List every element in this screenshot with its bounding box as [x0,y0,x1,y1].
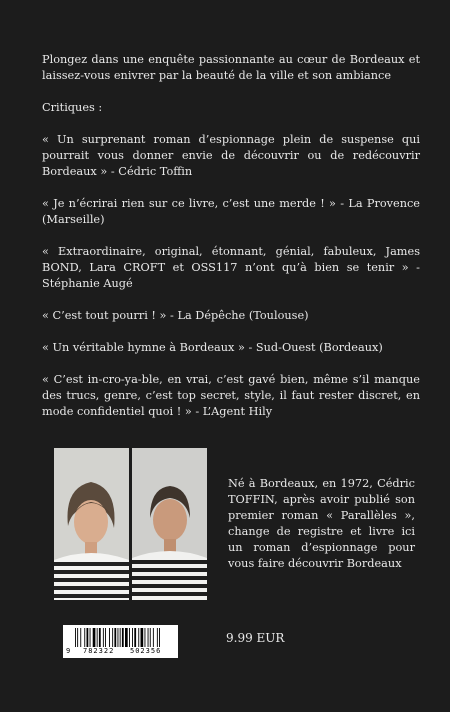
review-quote: « Un surprenant roman d’espionnage plein de suspense qui pourrait vous donner envie de découvrir ou de redécouvrir Bordeaux » - Cédric Toffin [42,133,420,178]
critiques-heading: Critiques : [42,101,103,114]
review-quote: « Extraordinaire, original, étonnant, génial, fabuleux, James BOND, Lara CROFT et OSS117 n’ont qu’à bien se tenir » - Stéphanie Augé [42,245,420,290]
review-quote: « Je n’écrirai rien sur ce livre, c’est une merde ! » - La Provence (Marseille) [42,197,420,226]
barcode-group-left: 782322 [83,647,115,655]
back-cover-text [42,52,420,436]
author-photo-right [132,448,207,600]
barcode-digit-first: 9 [66,647,72,655]
review-quote: « C’est tout pourri ! » - La Dépêche (Toulouse) [42,309,309,322]
author-bio: Né à Bordeaux, en 1972, Cédric TOFFIN, après avoir publié son premier roman « Parallèles », change de registre et livre ici un roman d’espionnage pour vous faire découvrir Bordeaux [228,477,415,570]
intro-paragraph: Plongez dans une enquête passionnante au cœur de Bordeaux et laissez-vous enivrer par la beauté de la ville et son ambiance [42,53,420,82]
price: 9.99 EUR [226,631,285,645]
barcode-group-right: 502356 [130,647,162,655]
isbn-barcode [63,625,178,658]
review-quote: « C’est in-cro-ya-ble, en vrai, c’est gavé bien, même s’il manque des trucs, genre, c’est top secret, style, il faut rester discret, en mode confidentiel quoi ! » - L’Agent Hily [42,373,420,418]
author-photo-left [54,448,129,600]
review-quote: « Un véritable hymne à Bordeaux » - Sud-Ouest (Bordeaux) [42,341,383,354]
author-photos [54,448,207,600]
